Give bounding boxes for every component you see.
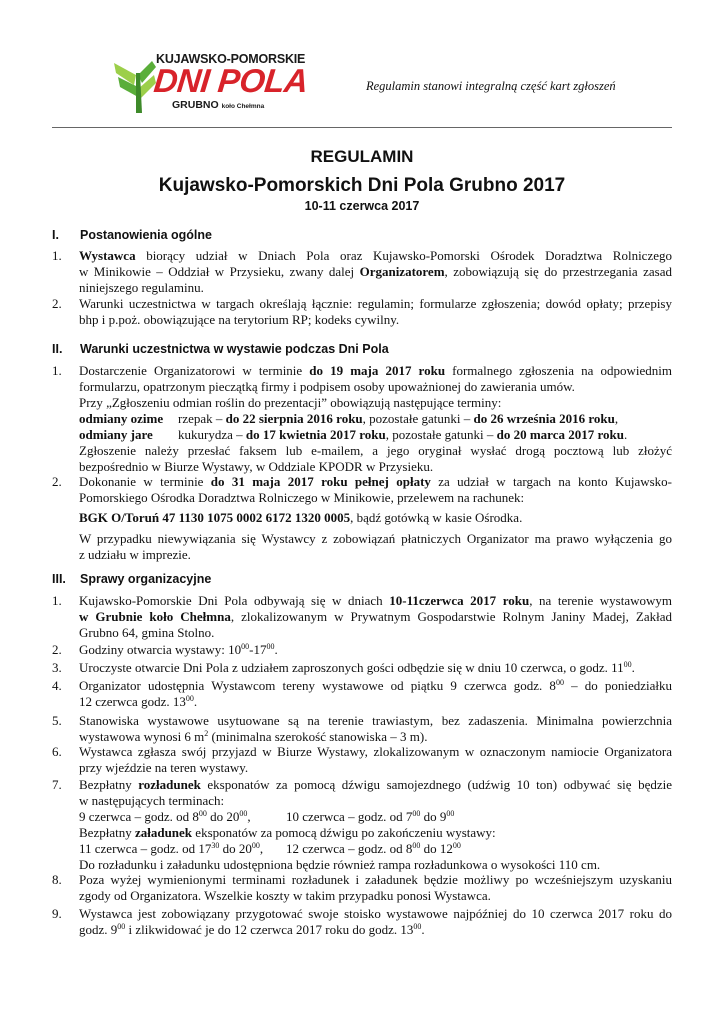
section-heading-2: II. Warunki uczestnictwa w wystawie podczas Dni Pola — [52, 342, 389, 356]
logo — [112, 51, 310, 115]
logo-bottom-text: GRUBNO koło Chełmna — [172, 99, 265, 111]
list-item: 9. Wystawca jest zobowiązany przygotować swoje stoisko wystawowe najpóźniej do 10 czerwca 2017 roku do godz. $9^{00}$ i zlikwidować je do 12 czerwca 2017 roku do godz. $13^{00}$. — [52, 906, 672, 937]
header-note: Regulamin stanowi integralną część kart zgłoszeń — [366, 79, 616, 93]
header-divider — [52, 127, 672, 128]
section-heading-3: III. Sprawy organizacyjne — [52, 572, 212, 586]
list-item: 2. Godziny otwarcia wystawy: $10^{00}-17^{00}$. — [52, 642, 278, 657]
document-dates: 10-11 czerwca 2017 — [304, 199, 420, 213]
list-item: 1. Wystawca biorący udział w Dniach Pola oraz Kujawsko-Pomorski Ośrodek Doradztwa Rolniczego w Minikowie – Oddział w Przysieku, zwany dalej Organizatorem, zobowiązują się do przestrzegania zasad niniejszego regulaminu. — [52, 248, 672, 295]
logo-top-text: KUJAWSKO-POMORSKIE — [156, 52, 306, 66]
logo-main-text: DNI POLA — [152, 62, 310, 99]
loading-day-2: 12 czerwca – godz. od $8^{00}$ do $12^{00}$ — [286, 841, 461, 856]
list-item: 2. Warunki uczestnictwa w targach określają łącznie: regulamin; formularze zgłoszenia; dowód opłaty; przepisy bhp i p.poż. obowiązujące na terytorium RP; kodeks cywilny. — [52, 296, 672, 327]
document-subtitle: Kujawsko-Pomorskich Dni Pola Grubno 2017 — [158, 175, 566, 196]
list-item: 2. Dokonanie w terminie do 31 maja 2017 roku pełnej opłaty za udział w targach na konto Kujawsko- Pomorskiego Ośrodka Doradztwa Rolniczego w Minikowie, przelewem na rachunek: BGK O/Toruń 47 1130 1075 0002 6172 1320 0005, bądź gotówką w kasie Ośrodka. W przypadku niewywiązania się Wystawcy z zobowiązań płatniczych Organizator ma prawo wyłączenia go z udziału w imprezie. — [52, 474, 672, 562]
list-item: 6. Wystawca zgłasza swój przyjazd w Biurze Wystawy, zlokalizowanym w oznaczonym namiocie Organizatora przy wjeździe na teren wystawy. — [52, 744, 672, 775]
document-title: REGULAMIN — [310, 147, 414, 166]
list-item: 5. Stanowiska wystawowe usytuowane są na terenie trawiastym, bez zadaszenia. Minimalna powierzchnia wystawowa wynosi 6 $m^2$ (minimalna szerokość stanowiska – 3 m). — [52, 713, 672, 744]
list-item: 1. Kujawsko-Pomorskie Dni Pola odbywają się w dniach 10-11czerwca 2017 roku, na terenie wystawowym w Grubnie koło Chełmna, zlokalizowanym w Prywatnym Gospodarstwie Rolnym Janiny Madej, Zakład Grubno 64, gmina Stolno. — [52, 593, 673, 640]
unloading-day-2: 10 czerwca – godz. od $7^{00}$ do $9^{00}$ — [286, 809, 455, 824]
list-item: 7. Bezpłatny rozładunek eksponatów za pomocą dźwigu samojezdnego (udźwig 10 ton) odbywać się będzie w następujących terminach: 9 czerwca – godz. od $8^{00}$ do $20^{00}$, 10 czerwca – godz. od $7^{00}$ do $9^{00}$ Bezpłatny załadunek eksponatów za pomocą dźwigu po zakończeniu wystawy: 11 czerwca – godz. od $17^{30}$ do $20^{00}$, 12 czerwca – godz. od $8^{00}$ do $12^{00}$ Do rozładunku i załadunku udostępniona będzie również rampa rozładunkowa o wysokości 110 cm. — [52, 777, 672, 872]
loading-day-1: 11 czerwca – godz. od $17^{30}$ do $20^{00}$, — [79, 841, 264, 856]
list-item: 1. Dostarczenie Organizatorowi w terminie do 19 maja 2017 roku formalnego zgłoszenia na odpowiednim formularzu, opatrzonym pieczątką firmy i podpisem osoby upoważnionej do zawierania umów. Przy „Zgłoszeniu odmian roślin do prezentacji” obowiązują następujące terminy: odmiany ozime rzepak – do 22 sierpnia 2016 roku, pozostałe gatunki – do 26 września 2016 roku, odmiany jare kukurydza – do 17 kwietnia 2017 roku, pozostałe gatunki – do 20 marca 2017 roku. Zgłoszenie należy przesłać faksem lub e-mailem, a jego oryginał wysłać drogą pocztową lub złożyć bezpośrednio w Biurze Wystawy, w Oddziale KPODR w Przysieku. — [52, 363, 672, 474]
list-item: 8. Poza wyżej wymienionymi terminami rozładunek i załadunek będzie możliwy po wcześniejszym uzyskaniu zgody od Organizatora. Wszelkie koszty w takim przypadku ponosi Wystawca. — [52, 872, 672, 903]
section-heading-1: I. Postanowienia ogólne — [52, 228, 212, 242]
list-item: 3. Uroczyste otwarcie Dni Pola z udziałem zaproszonych gości odbędzie się w dniu 10 czerwca, o godz. $11^{00}$. — [52, 660, 635, 675]
unloading-day-1: 9 czerwca – godz. od $8^{00}$ do $20^{00}$, — [79, 809, 251, 824]
list-item: 4. Organizator udostępnia Wystawcom tereny wystawowe od piątku 9 czerwca godz. $8^{00}$ – do poniedziałku 12 czerwca godz. $13^{00}$. — [52, 678, 672, 709]
